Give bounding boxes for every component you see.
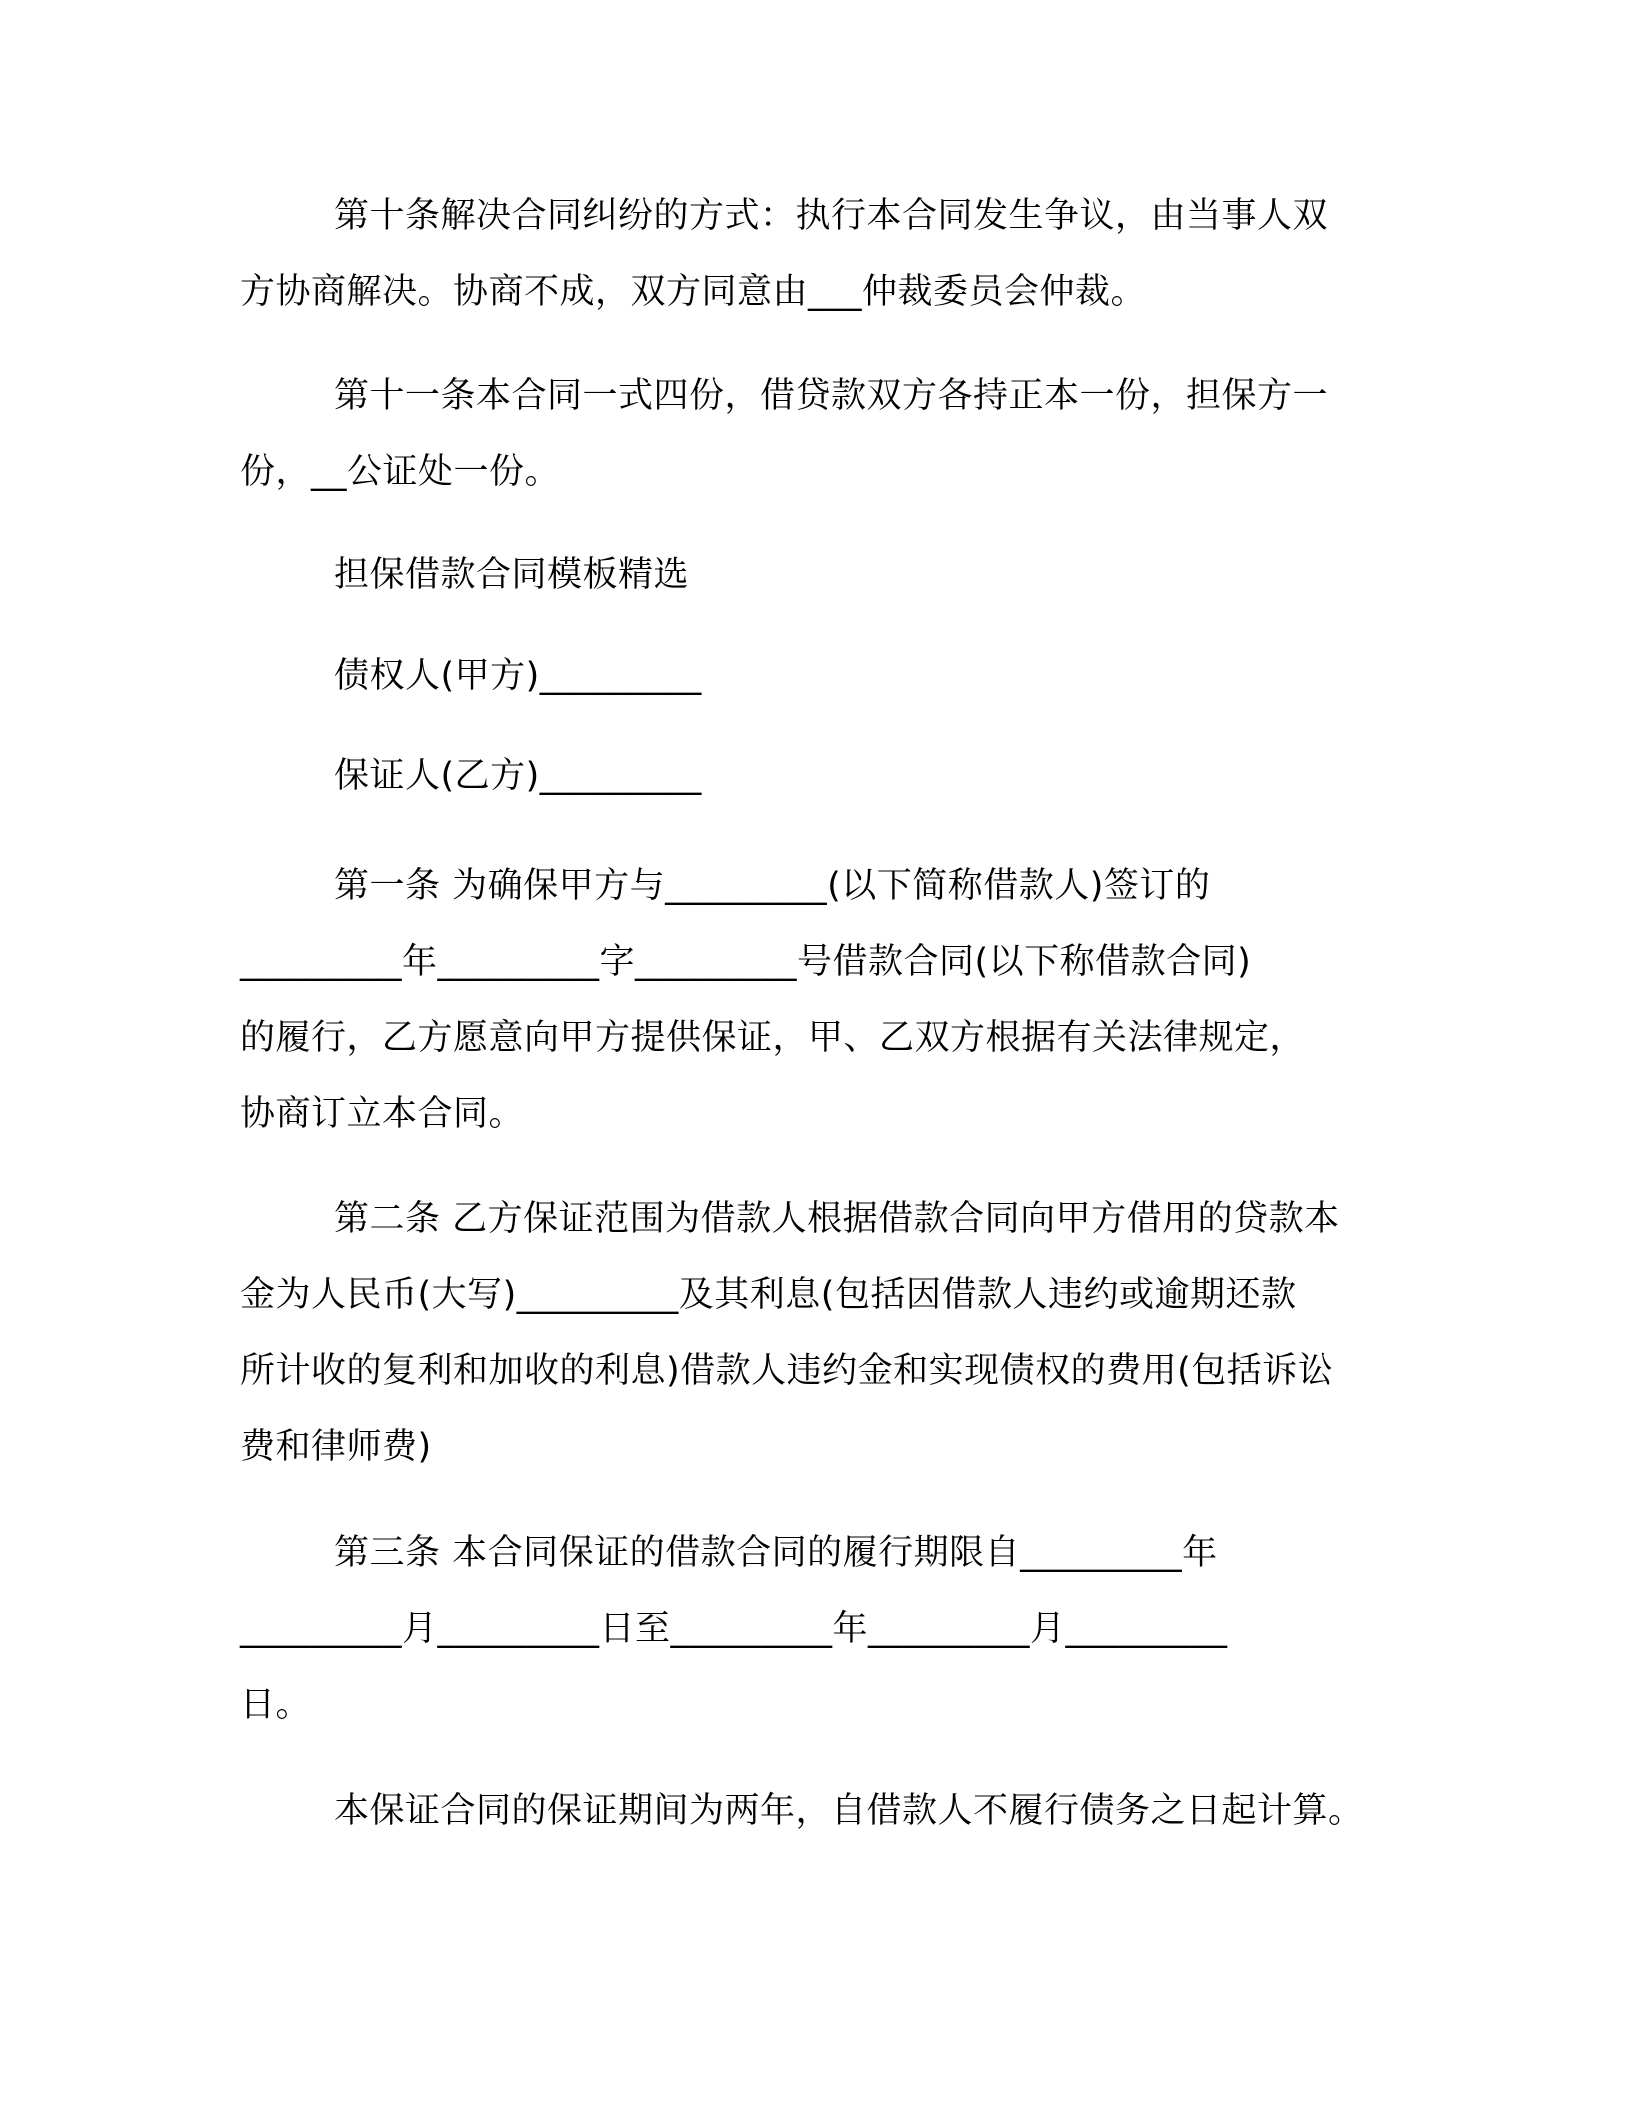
text-line: 金为人民币(大写)_________及其利息(包括因借款人违约或逾期还款	[240, 1275, 1297, 1315]
clause-11	[240, 358, 1400, 510]
text-line: 保证人(乙方)_________	[334, 756, 702, 796]
text-line: 第十一条本合同一式四份，借贷款双方各持正本一份，担保方一	[334, 376, 1329, 416]
article-1	[240, 848, 1400, 1152]
text-line: 担保借款合同模板精选	[334, 555, 690, 595]
text-line: 第三条 本合同保证的借款合同的履行期限自_________年	[334, 1533, 1218, 1573]
text-line: 日。	[240, 1685, 312, 1725]
guarantee-period	[240, 1773, 1400, 1849]
text-line: 第十条解决合同纠纷的方式：执行本合同发生争议，由当事人双	[334, 196, 1329, 236]
text-line: 本保证合同的保证期间为两年，自借款人不履行债务之日起计算。	[334, 1791, 1364, 1831]
text-line: 债权人(甲方)_________	[334, 656, 702, 696]
text-line: _________月_________日至_________年_________月_________	[240, 1609, 1228, 1649]
contract-title	[240, 537, 1400, 613]
clause-10	[240, 178, 1400, 330]
guarantor-line	[240, 738, 1400, 814]
text-line: 协商订立本合同。	[240, 1094, 525, 1134]
text-line: 的履行，乙方愿意向甲方提供保证，甲、乙双方根据有关法律规定，	[240, 1018, 1306, 1058]
text-line: 第一条 为确保甲方与_________(以下简称借款人)签订的	[334, 866, 1211, 906]
text-line: 方协商解决。协商不成，双方同意由___仲裁委员会仲裁。	[240, 272, 1147, 312]
creditor-line	[240, 638, 1400, 714]
text-line: 费和律师费)	[240, 1427, 432, 1467]
article-2	[240, 1181, 1400, 1485]
text-line: 所计收的复利和加收的利息)借款人违约金和实现债权的费用(包括诉讼	[240, 1351, 1334, 1391]
text-line: 第二条 乙方保证范围为借款人根据借款合同向甲方借用的贷款本	[334, 1199, 1340, 1239]
article-3	[240, 1515, 1400, 1743]
text-line: _________年_________字_________号借款合同(以下称借款合同)	[240, 942, 1252, 982]
text-line: 份，__公证处一份。	[240, 452, 561, 492]
